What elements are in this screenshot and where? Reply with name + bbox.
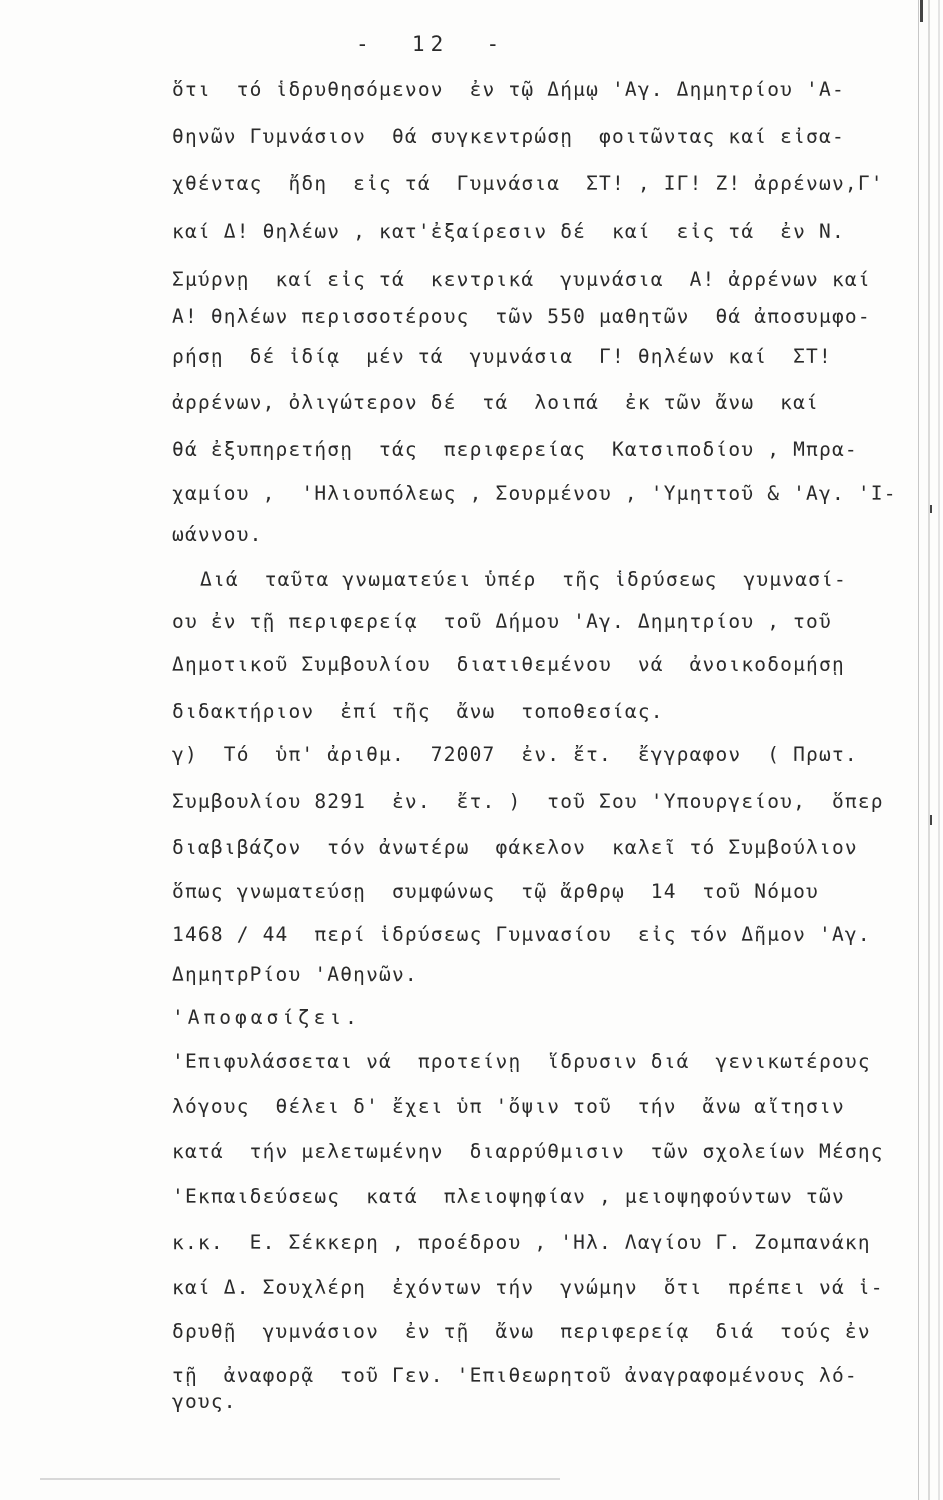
text-line: Σμύρνῃ καί εἰς τά κεντρικά γυμνάσια Α! ἀρρένων καί xyxy=(172,268,871,291)
text-line: λόγους θέλει δ' ἔχει ὑπ 'ὄψιν τοῦ τήν ἄνω αἴτησιν xyxy=(172,1095,845,1118)
paragraph-start: Διά ταῦτα γνωματεύει ὑπέρ τῆς ἱδρύσεως γυμνασί- xyxy=(200,568,847,591)
binding-mark xyxy=(930,815,932,825)
text-line: κ.κ. Ε. Σέκκερη , προέδρου , 'Ηλ. Λαγίου Γ. Ζομπανάκη xyxy=(172,1231,871,1254)
text-line: θηνῶν Γυμνάσιον θά συγκεντρώσῃ φοιτῶντας καί εἰσα- xyxy=(172,125,845,148)
page-edge-line xyxy=(918,0,919,1500)
text-line: ΔημητρΡίου 'Αθηνῶν. xyxy=(172,963,418,986)
page-edge-line xyxy=(928,0,930,1500)
item-gamma-line: γ) Τό ὑπ' ἀριθμ. 72007 ἐν. ἔτ. ἔγγραφον ( Πρωτ. xyxy=(172,743,858,766)
text-line: ὅπως γνωματεύσῃ συμφώνως τῷ ἄρθρῳ 14 τοῦ Νόμου xyxy=(172,880,819,903)
text-line: κατά τήν μελετωμένην διαρρύθμισιν τῶν σχολείων Μέσης xyxy=(172,1140,884,1163)
text-line: 'Εκπαιδεύσεως κατά πλειοψηφίαν , μειοψηφούντων τῶν xyxy=(172,1185,845,1208)
text-line: ωάννου. xyxy=(172,523,263,546)
text-line: χθέντας ἤδη εἰς τά Γυμνάσια ΣΤ! , ΙΓ! Ζ! ἀρρένων,Γ' xyxy=(172,172,884,195)
text-line: θά ἐξυπηρετήσῃ τάς περιφερείας Κατσιποδίου , Μπρα- xyxy=(172,438,858,461)
page-edge-line xyxy=(938,0,940,1500)
text-line: Συμβουλίου 8291 ἐν. ἔτ. ) τοῦ Σου 'Υπουργείου, ὅπερ xyxy=(172,790,884,813)
decision-heading: 'Αποφασίζει. xyxy=(172,1006,361,1029)
text-line: γους. xyxy=(172,1390,237,1413)
text-line: 1468 / 44 περί ἱδρύσεως Γυμνασίου εἰς τόν Δῆμον 'Αγ. xyxy=(172,923,871,946)
text-line: τῇ ἀναφορᾷ τοῦ Γεν. 'Επιθεωρητοῦ ἀναγραφομένους λό- xyxy=(172,1364,858,1387)
text-line: ὅτι τό ἱδρυθησόμενον ἐν τῷ Δήμῳ 'Αγ. Δημητρίου 'Α- xyxy=(172,78,845,101)
text-line: Α! θηλέων περισσοτέρους τῶν 550 μαθητῶν θά ἀποσυμφο- xyxy=(172,305,871,328)
text-line: δρυθῇ γυμνάσιον ἐν τῇ ἄνω περιφερείᾳ διά τούς ἐν xyxy=(172,1320,871,1343)
text-line: ἀρρένων, ὀλιγώτερον δέ τά λοιπά ἐκ τῶν ἄνω καί xyxy=(172,391,819,414)
text-line: ρήσῃ δέ ἰδίᾳ μέν τά γυμνάσια Γ! θηλέων καί ΣΤ! xyxy=(172,345,832,368)
text-line: Δημοτικοῦ Συμβουλίου διατιθεμένου νά ἀνοικοδομήσῃ xyxy=(172,653,845,676)
text-line: καί Δ! θηλέων , κατ'ἐξαίρεσιν δέ καί εἰς τά ἐν Ν. xyxy=(172,220,845,243)
binding-mark xyxy=(920,0,923,22)
text-line: 'Επιφυλάσσεται νά προτείνῃ ἵδρυσιν διά γενικωτέρους xyxy=(172,1050,871,1073)
text-line: καί Δ. Σουχλέρη ἐχόντων τήν γνώμην ὅτι πρέπει νά ἱ- xyxy=(172,1276,884,1299)
scan-smudge xyxy=(40,1478,560,1480)
text-line: ου ἐν τῇ περιφερείᾳ τοῦ Δήμου 'Αγ. Δημητρίου , τοῦ xyxy=(172,610,832,633)
binding-mark xyxy=(930,505,932,513)
text-line: διαβιβάζον τόν ἀνωτέρω φάκελον καλεῖ τό Συμβούλιον xyxy=(172,836,858,859)
page-number: - 12 - xyxy=(356,32,506,56)
text-line: διδακτήριον ἐπί τῆς ἄνω τοποθεσίας. xyxy=(172,700,664,723)
text-line: χαμίου , 'Ηλιουπόλεως , Σουρμένου , 'Υμηττοῦ & 'Αγ. 'Ι- xyxy=(172,482,897,505)
